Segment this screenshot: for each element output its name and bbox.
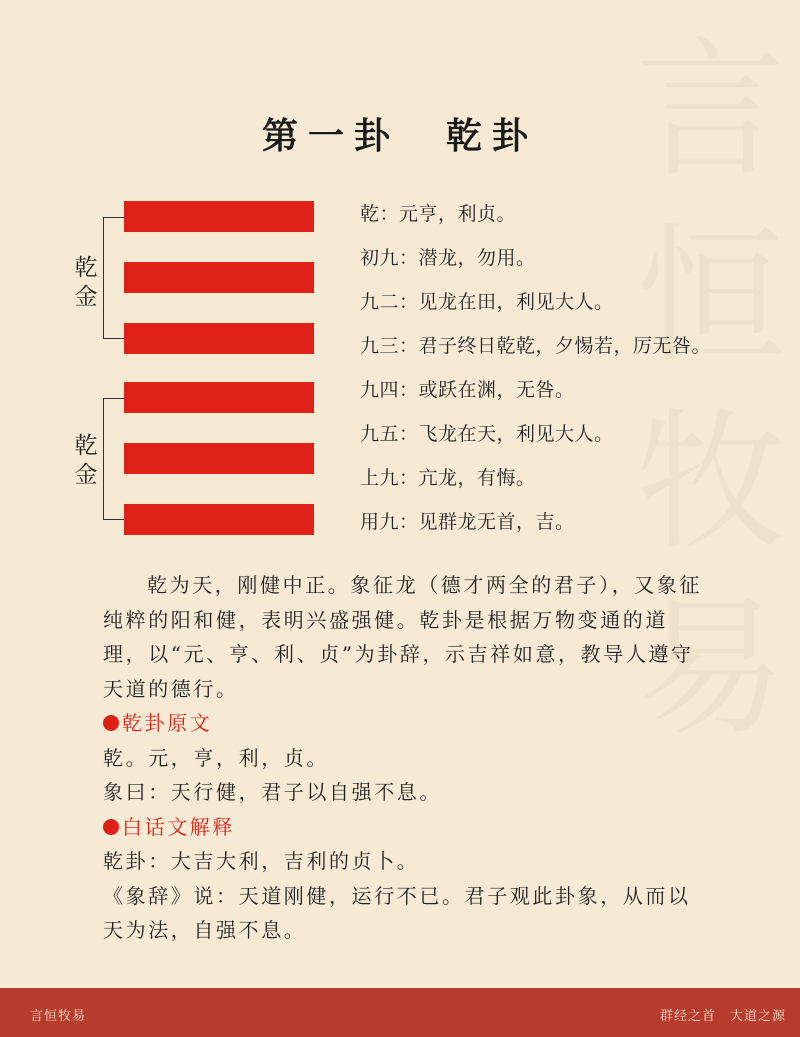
footer-brand: 言恒牧易 [30, 1009, 87, 1024]
page-title: 第一卦 乾卦 [261, 115, 538, 157]
footer-slogan: 群经之首 大道之源 [659, 1009, 786, 1024]
translation-line: 乾卦：大吉大利，吉利的贞卜。 [103, 849, 420, 873]
upper-trigram-bracket [103, 217, 124, 339]
trigram-char: 乾 [74, 255, 98, 281]
hexagram-line-5 [124, 262, 314, 293]
original-text-line: 象曰：天行健，君子以自强不息。 [103, 780, 442, 804]
hexagram-diagram [0, 0, 340, 560]
watermark-char: 恒 [635, 210, 786, 384]
body-text [103, 568, 703, 948]
original-text-line: 乾。元，亨，利，贞。 [103, 745, 329, 770]
lower-trigram-bracket [103, 398, 124, 520]
line-text: 九四：或跃在渊，无咎。 [360, 379, 575, 401]
line-texts-list [360, 198, 711, 550]
section-heading-translation [103, 810, 703, 845]
intro-paragraph: 乾为天，刚健中正。象征龙（德才两全的君子），又象征纯粹的阳和健，表明兴盛强健。乾卦是根据万物变通的道理，以“元、亨、利、贞”为卦辞，示吉祥如意，教导人遵守天道的德行。 [103, 573, 702, 701]
watermark-char: 言 [635, 24, 786, 198]
section-heading-original [103, 706, 703, 741]
line-text: 九三：君子终日乾乾，夕惕若，厉无咎。 [360, 335, 712, 357]
trigram-char: 乾 [74, 433, 98, 459]
footer-bar [0, 988, 800, 1037]
line-text: 上九：亢龙，有悔。 [360, 467, 536, 489]
red-dot-icon [103, 715, 119, 731]
line-text: 九五：飞龙在天，利见大人。 [360, 423, 614, 445]
section-heading-label: 白话文解释 [122, 814, 235, 839]
hexagram-line-6 [124, 201, 314, 232]
trigram-char: 金 [74, 462, 98, 488]
line-text: 乾：元亨，利贞。 [360, 203, 517, 225]
watermark-char: 易 [635, 582, 786, 756]
translation-line: 《象辞》说：天道刚健，运行不已。君子观此卦象，从而以天为法，自强不息。 [103, 883, 691, 942]
line-text: 用九：见群龙无首，吉。 [360, 511, 575, 533]
hexagram-line-3 [124, 382, 314, 413]
trigram-char: 金 [74, 284, 98, 310]
section-heading-label: 乾卦原文 [122, 711, 213, 735]
hexagram-line-4 [124, 323, 314, 354]
hexagram-line-2 [124, 443, 314, 474]
upper-trigram-label [72, 254, 100, 312]
red-dot-icon [103, 819, 119, 835]
watermark-char: 牧 [635, 396, 786, 570]
line-text: 初九：潜龙，勿用。 [360, 247, 536, 269]
line-text: 九二：见龙在田，利见大人。 [360, 291, 614, 313]
hexagram-line-1 [124, 504, 314, 535]
lower-trigram-label [72, 432, 100, 490]
